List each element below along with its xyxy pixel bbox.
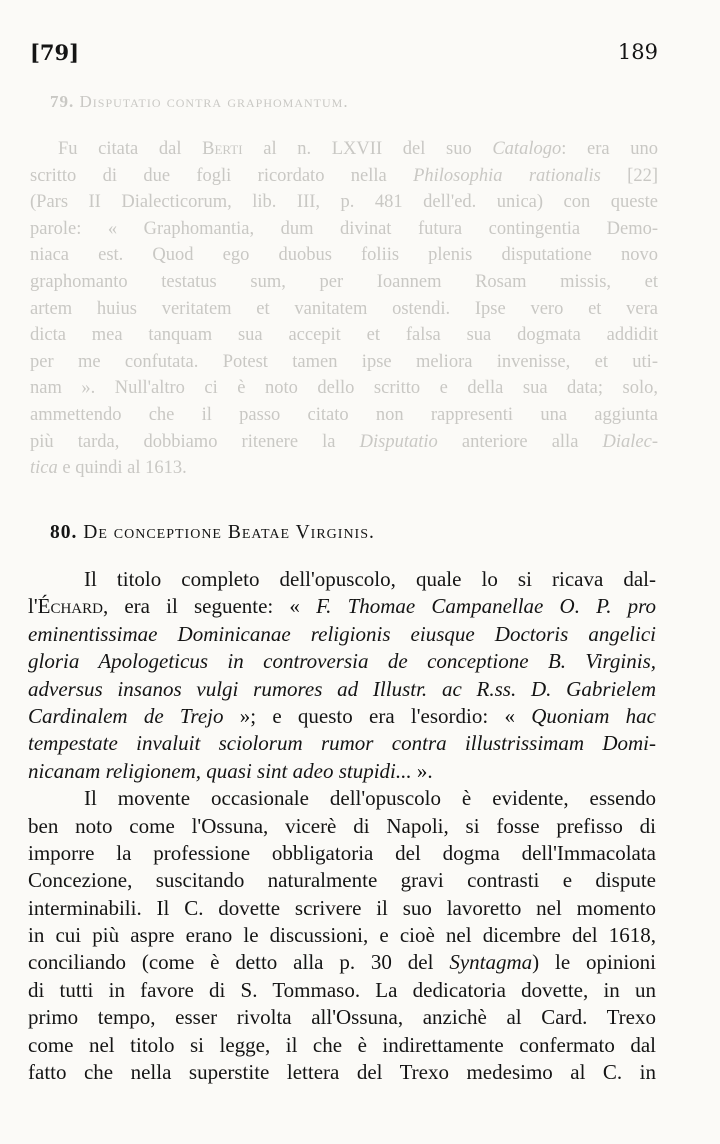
text-line: più tarda, dobbiamo ritenere la Disputatio anteriore alla Dialec- [30,431,658,452]
text-line: Cardinalem de Trejo »; e questo era l'esordio: « Quoniam hac [28,703,656,728]
text-line: l'Échard, era il seguente: « F. Thomae Campanellae O. P. pro [28,594,656,619]
text-line: niaca est. Quod ego duobus foliis plenis disputatione novo [30,245,658,266]
entry-79-body [30,136,658,482]
text-line: Concezione, suscitando naturalmente gravi contrasti e dispute [28,868,656,893]
section-reference: [79] [30,40,80,65]
text-line: di tutti in favore di S. Tommaso. La dedicatoria dovette, in un [28,977,656,1002]
entry-80-body [28,566,656,1086]
text-line: tica e quindi al 1613. [30,458,187,479]
entry-80-number: 80. [50,522,78,543]
text-line: eminentissimae Dominicanae religionis eiusque Doctoris angelici [28,621,656,646]
entry-79 [30,92,658,482]
text-line: tempestate invaluit sciolorum rumor contra illustrissimam Domi- [28,731,656,756]
entry-79-title: Disputatio contra graphomantum. [79,92,349,111]
running-head [30,40,658,70]
text-line: per me confutata. Potest tamen ipse meliora invenisse, et uti- [30,351,658,372]
text-line: ammettendo che il passo citato non rappresenti una aggiunta [30,404,658,425]
text-line: Fu citata dal Berti al n. LXVII del suo Catalogo: era uno [58,139,658,159]
text-line: Il movente occasionale dell'opuscolo è evidente, essendo [84,786,656,811]
text-line: parole: « Graphomantia, dum divinat futura contingentia Demo- [30,218,658,239]
text-line: fatto che nella superstite lettera del Trexo medesimo al C. in [28,1060,656,1085]
text-line: nicanam religionem, quasi sint adeo stupidi... ». [28,758,433,783]
text-line: graphomanto testatus sum, per Ioannem Rosam missis, et [30,271,658,292]
text-line: come nel titolo si legge, il che è indirettamente confermato dal [28,1032,656,1057]
text-line: Il titolo completo dell'opuscolo, quale lo si ricava dal- [84,567,656,591]
text-line: adversus insanos vulgi rumores ad Illustr. ac R.ss. D. Gabrielem [28,676,656,701]
text-line: interminabili. Il C. dovette scrivere il suo lavoretto nel momento [28,895,656,920]
text-line: artem huius veritatem et vanitatem ostendi. Ipse vero et vera [30,298,658,319]
text-line: primo tempo, esser rivolta all'Ossuna, anzichè al Card. Trexo [28,1005,656,1030]
text-line: dicta mea tanquam sua accepit et falsa sua dogmata addidit [30,325,658,346]
entry-79-heading [50,92,658,112]
entry-80-heading [50,522,656,544]
text-line: in cui più aspre erano le discussioni, e cioè nel dicembre del 1618, [28,923,656,948]
entry-80 [28,522,657,1086]
text-line: ben noto come l'Ossuna, vicerè di Napoli, si fosse prefisso di [28,813,656,838]
text-line: (Pars II Dialecticorum, lib. III, p. 481 dell'ed. unica) con queste [30,192,658,213]
entry-79-number: 79. [50,92,75,111]
text-line: scritto di due fogli ricordato nella Philosophia rationalis [22] [30,165,658,186]
page-number: 189 [617,40,658,64]
entry-80-title: De conceptione Beatae Virginis. [83,522,375,543]
text-line: conciliando (come è detto alla p. 30 del Syntagma) le opinioni [28,950,657,975]
text-line: nam ». Null'altro ci è noto dello scritto e della sua data; solo, [30,378,658,399]
text-line: imporre la professione obbligatoria del dogma dell'Immacolata [28,840,656,865]
text-line: gloria Apologeticus in controversia de conceptione B. Virginis, [28,649,656,674]
